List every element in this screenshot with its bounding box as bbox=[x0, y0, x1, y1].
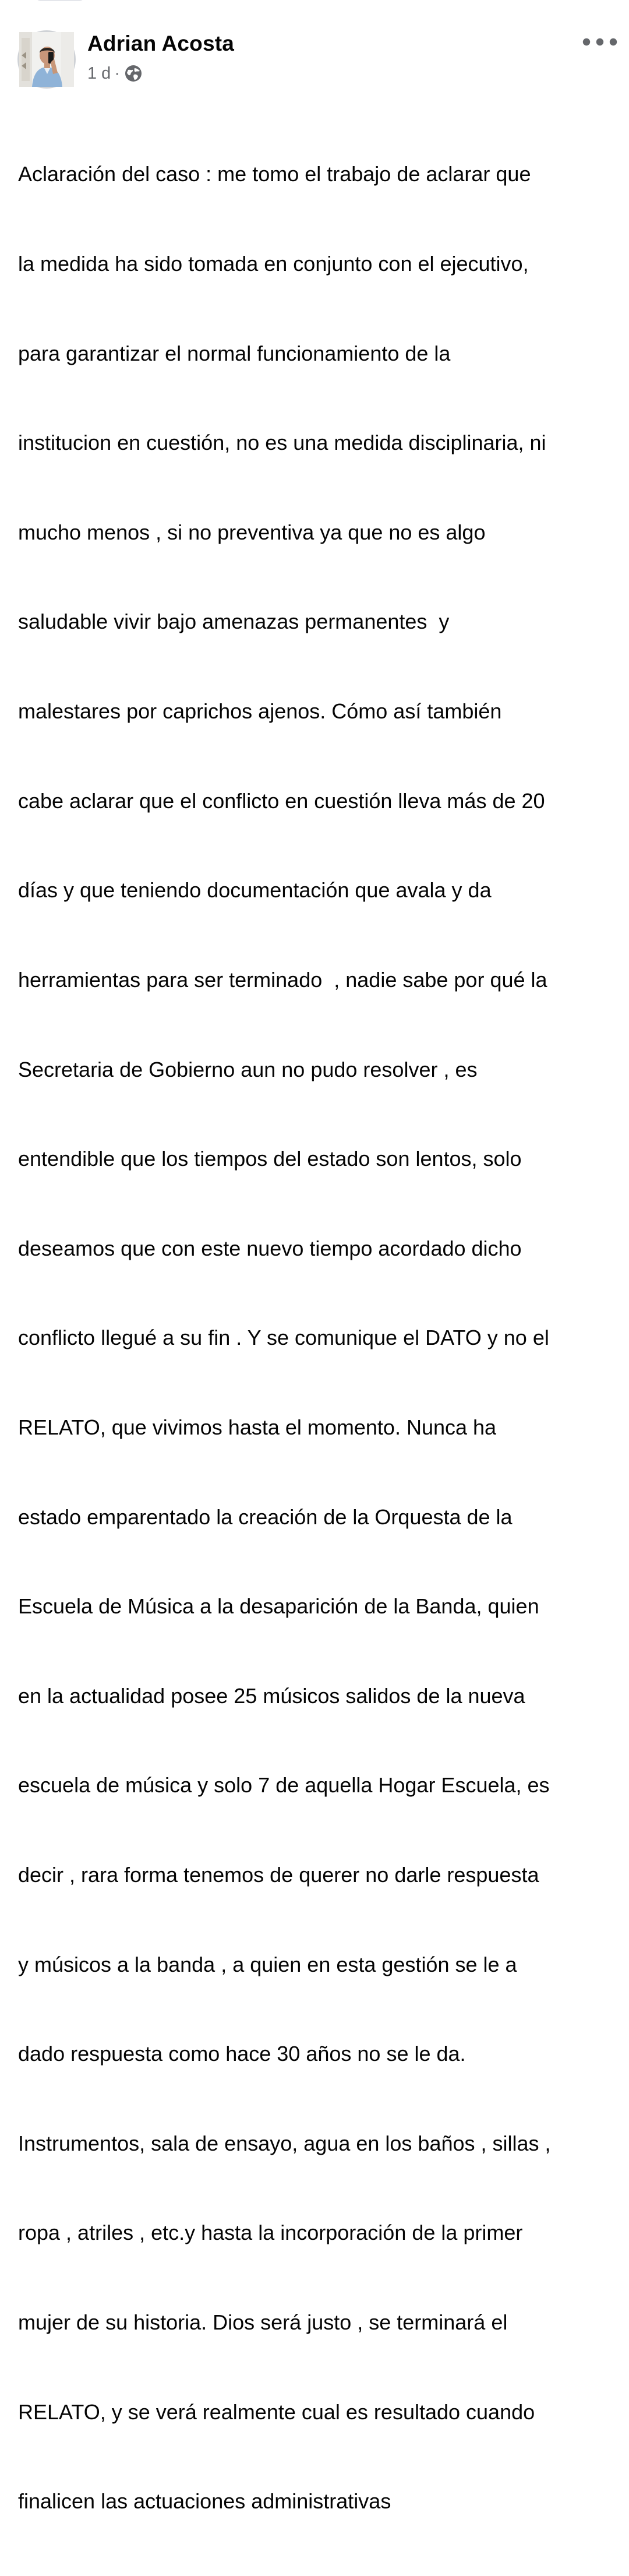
avatar[interactable] bbox=[17, 30, 76, 89]
post-text-line: Aclaración del caso : me tomo el trabajo de aclarar que bbox=[18, 162, 531, 186]
post-text-line: días y que teniendo documentación que avala y da bbox=[18, 878, 492, 903]
post-text-line: para garantizar el normal funcionamiento de la bbox=[18, 341, 451, 365]
post-text-line: decir , rara forma tenemos de querer no darle respuesta bbox=[18, 1862, 539, 1887]
meta-separator: · bbox=[114, 64, 120, 83]
post-text-line: mujer de su historia. Dios será justo , se terminará el bbox=[18, 2310, 508, 2335]
post-text-line: RELATO, y se verá realmente cual es resultado cuando bbox=[18, 2399, 535, 2424]
author-name[interactable]: Adrian Acosta bbox=[87, 31, 235, 55]
post-text-line: escuela de música y solo 7 de aquella Hogar Escuela, es bbox=[18, 1773, 550, 1798]
post-meta bbox=[87, 63, 142, 84]
post-text-line: estado emparentado la creación de la Orquesta de la bbox=[18, 1504, 513, 1529]
more-options-icon bbox=[582, 38, 617, 46]
globe-icon bbox=[125, 65, 142, 82]
post-text-line: la medida ha sido tomada en conjunto con el ejecutivo, bbox=[18, 252, 529, 276]
post-text-line: cabe aclarar que el conflicto en cuestión lleva más de 20 bbox=[18, 788, 545, 813]
post-text-line: ropa , atriles , etc.y hasta la incorporación de la primer bbox=[18, 2221, 523, 2245]
post-text-line: entendible que los tiempos del estado son lentos, solo bbox=[18, 1147, 522, 1171]
post-text-line: dado respuesta como hace 30 años no se le da. bbox=[18, 2042, 466, 2066]
post-text-line: Secretaria de Gobierno aun no pudo resolver , es bbox=[18, 1057, 478, 1081]
post-text-line: malestares por caprichos ajenos. Cómo así también bbox=[18, 699, 502, 724]
post-text-line: Escuela de Música a la desaparición de la Banda, quien bbox=[18, 1594, 539, 1619]
post-text bbox=[18, 100, 618, 2576]
post-text-line: finalicen las actuaciones administrativas bbox=[18, 2489, 391, 2514]
post-text-line: conflicto llegué a su fin . Y se comunique el DATO y no el bbox=[18, 1326, 549, 1350]
more-options-button[interactable] bbox=[580, 33, 620, 51]
post-text-line: saludable vivir bajo amenazas permanentes y bbox=[18, 609, 450, 634]
post-text-line: RELATO, que vivimos hasta el momento. Nunca ha bbox=[18, 1415, 497, 1439]
post-text-line: en la actualidad posee 25 músicos salidos de la nueva bbox=[18, 1683, 525, 1708]
post-timestamp[interactable]: 1 d bbox=[87, 64, 111, 83]
post-text-line: deseamos que con este nuevo tiempo acordado dicho bbox=[18, 1236, 522, 1260]
post-text-line: y músicos a la banda , a quien en esta gestión se le a bbox=[18, 1952, 517, 1976]
post-text-line: Instrumentos, sala de ensayo, agua en los baños , sillas , bbox=[18, 2131, 551, 2155]
post-text-line: mucho menos , si no preventiva ya que no es algo bbox=[18, 520, 486, 544]
post-text-line: herramientas para ser terminado , nadie sabe por qué la bbox=[18, 967, 547, 992]
post-text-line: institucion en cuestión, no es una medida disciplinaria, ni bbox=[18, 431, 546, 455]
